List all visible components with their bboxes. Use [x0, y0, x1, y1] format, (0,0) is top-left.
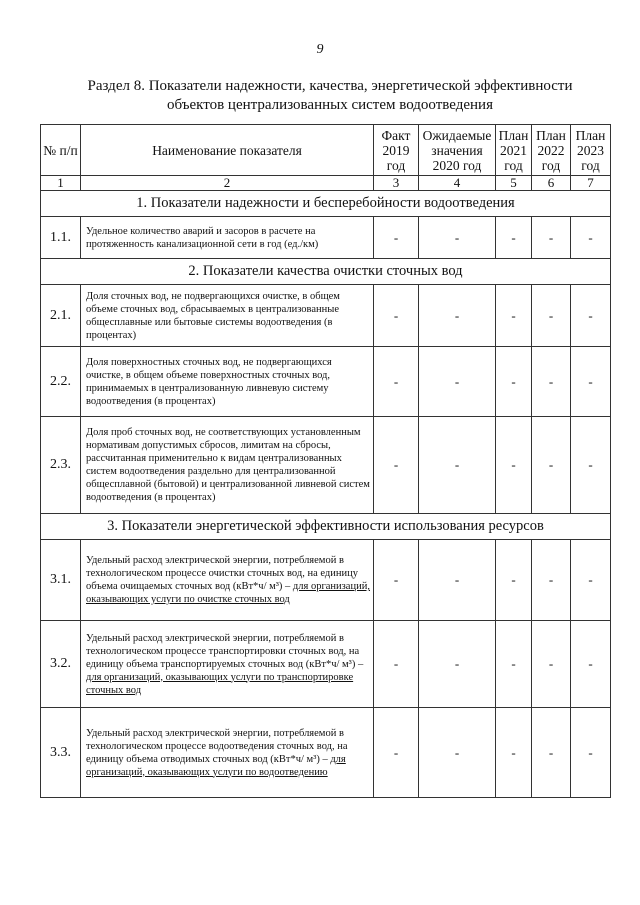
header-plan-2022: План 2022 год: [532, 125, 571, 176]
value-cell: -: [532, 540, 571, 621]
value-cell: -: [419, 217, 496, 259]
indicator-name-underlined: для организаций, оказывающих услуги по транспортировке сточных вод: [86, 671, 354, 696]
indicator-name: Доля проб сточных вод, не соответствующих установленным нормативам допустимых сбросов, лимитам на сбросы, рассчитанная применительно к видам централизованных систем водоотведения раздельно для централизованной общесплавной (бытовой) и централизованной ливневой систем водоотведения (в процентах): [86, 427, 370, 503]
value-cell: -: [374, 347, 419, 417]
indicator-name-cell: [81, 540, 374, 621]
section-header-row: [41, 514, 611, 540]
row-number: 1.1.: [41, 217, 81, 259]
value-cell: -: [532, 347, 571, 417]
value-cell: -: [419, 285, 496, 347]
value-cell: -: [571, 347, 611, 417]
value-cell: -: [532, 708, 571, 798]
indicator-name-cell: [81, 708, 374, 798]
indicator-name-cell: [81, 347, 374, 417]
indicator-name: Удельный расход электрической энергии, потребляемой в технологическом процессе транспортировки сточных вод, на единицу объема транспортируемых сточных вод (кВт*ч/ м³) –: [86, 632, 364, 670]
header-num: № п/п: [41, 125, 81, 176]
value-cell: -: [496, 285, 532, 347]
row-number: 3.3.: [41, 708, 81, 798]
title-line-1: Раздел 8. Показатели надежности, качества, энергетической эффективности: [87, 78, 573, 94]
value-cell: -: [374, 708, 419, 798]
table-row: [41, 621, 611, 708]
header-fact: Факт 2019 год: [374, 125, 419, 176]
value-cell: -: [419, 417, 496, 514]
indicators-table-container: [40, 124, 610, 798]
indicator-name: Удельное количество аварий и засоров в расчете на протяженность канализационной сети в год (ед./км): [86, 225, 319, 250]
value-cell: -: [571, 540, 611, 621]
value-cell: -: [571, 708, 611, 798]
row-number: 3.1.: [41, 540, 81, 621]
header-plan-2021: План 2021 год: [496, 125, 532, 176]
row-number: 3.2.: [41, 621, 81, 708]
value-cell: -: [496, 621, 532, 708]
value-cell: -: [419, 540, 496, 621]
section-title: 1. Показатели надежности и бесперебойности водоотведения: [41, 191, 611, 217]
header-name: Наименование показателя: [81, 125, 374, 176]
page-title: [40, 77, 620, 115]
column-number: 1: [41, 176, 81, 191]
indicator-name-underlined: для организаций, оказывающих услуги по очистке сточных вод: [86, 581, 370, 605]
section-title: 3. Показатели энергетической эффективности использования ресурсов: [41, 514, 611, 540]
column-number: 7: [571, 176, 611, 191]
value-cell: -: [532, 621, 571, 708]
indicator-name-underlined: для организаций, оказывающих услуги по водоотведению: [86, 753, 346, 778]
column-number-row: [41, 176, 611, 191]
value-cell: -: [374, 217, 419, 259]
section-header-row: [41, 191, 611, 217]
value-cell: -: [532, 217, 571, 259]
page-number: 9: [316, 42, 324, 57]
value-cell: -: [374, 285, 419, 347]
table-row: [41, 540, 611, 621]
indicator-name: Удельный расход электрической энергии, потребляемой в технологическом процессе очистки сточных вод, на единицу объема очищаемых сточных вод (кВт*ч/ м³) –: [86, 555, 358, 592]
indicator-name-cell: [81, 417, 374, 514]
section-title: 2. Показатели качества очистки сточных вод: [41, 259, 611, 285]
value-cell: -: [374, 540, 419, 621]
value-cell: -: [496, 540, 532, 621]
table-row: [41, 347, 611, 417]
table-row: [41, 708, 611, 798]
indicator-name: Доля поверхностных сточных вод, не подвергающихся очистке, в общем объеме поверхностных сточных вод, принимаемых в централизованную ливневую систему водоотведения (в процентах): [86, 356, 332, 407]
indicators-table: [40, 124, 611, 798]
header-row: [41, 125, 611, 176]
column-number: 3: [374, 176, 419, 191]
indicator-name-cell: [81, 285, 374, 347]
value-cell: -: [374, 621, 419, 708]
header-expected: Ожидаемые значения 2020 год: [419, 125, 496, 176]
row-number: 2.2.: [41, 347, 81, 417]
value-cell: -: [571, 217, 611, 259]
section-header-row: [41, 259, 611, 285]
value-cell: -: [532, 285, 571, 347]
value-cell: -: [419, 347, 496, 417]
row-number: 2.1.: [41, 285, 81, 347]
value-cell: -: [496, 217, 532, 259]
column-number: 2: [81, 176, 374, 191]
indicator-name-cell: [81, 621, 374, 708]
value-cell: -: [496, 708, 532, 798]
value-cell: -: [374, 417, 419, 514]
table-row: [41, 417, 611, 514]
column-number: 5: [496, 176, 532, 191]
title-line-2: объектов централизованных систем водоотведения: [166, 97, 493, 113]
value-cell: -: [571, 285, 611, 347]
value-cell: -: [496, 347, 532, 417]
header-plan-2023: План 2023 год: [571, 125, 611, 176]
table-body: [41, 191, 611, 798]
table-row: [41, 285, 611, 347]
row-number: 2.3.: [41, 417, 81, 514]
value-cell: -: [571, 417, 611, 514]
indicator-name: Удельный расход электрической энергии, потребляемой в технологическом процессе водоотведения сточных вод, на единицу объема отводимых сточных вод (кВт*ч/ м³) –: [86, 727, 348, 765]
value-cell: -: [496, 417, 532, 514]
value-cell: -: [419, 621, 496, 708]
indicator-name: Доля сточных вод, не подвергающихся очистке, в общем объеме сточных вод, сбрасываемых в централизованные общесплавные или бытовые системы водоотведения (в процентах): [86, 290, 340, 341]
value-cell: -: [532, 417, 571, 514]
column-number: 6: [532, 176, 571, 191]
value-cell: -: [571, 621, 611, 708]
column-number: 4: [419, 176, 496, 191]
table-row: [41, 217, 611, 259]
indicator-name-cell: [81, 217, 374, 259]
value-cell: -: [419, 708, 496, 798]
